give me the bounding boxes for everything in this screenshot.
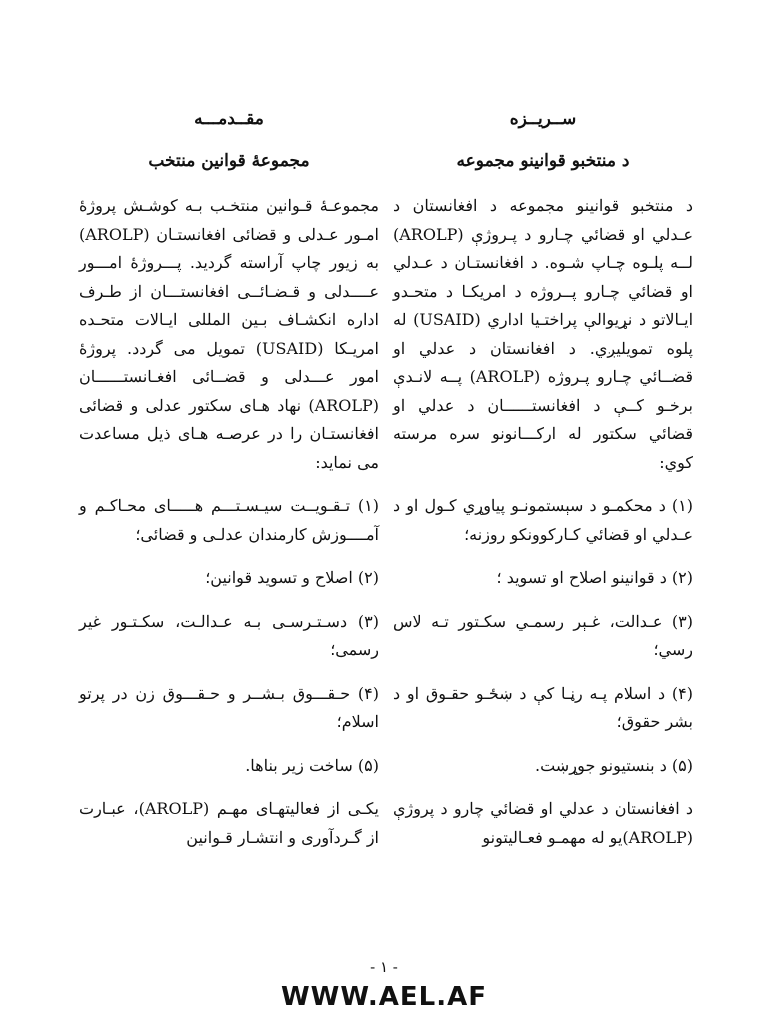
pashto-column <box>393 108 693 867</box>
pashto-intro-paragraph: د منتخبو قوانينو مجموعه د افغانستان د عـدلي او قضائي چـارو د پـروژې (AROLP) لــه پلـوه چـاپ شـوه. د افغانستـان د عـدلي او قضائي چـارو پــروژه د امريكـا د متحـدو ايـالاتو د نړيوالې پراختـيا اداري (USAID) له پلوه تمويليږي. د افغانستان د عدلي او قضــائي چـارو پـروژه (AROLP) پــه لانـدې برخـو كــې د افغانستــــــان د عدلي او قضائي سكتور له اركـــانونو سره مرسته كوي: <box>393 196 694 472</box>
dari-item-1: (۱) تـقـويــت سيـسـتـــم هـــــای محـاكـم و آمــــوزش كارمندان عدلـی و قضائی؛ <box>79 496 379 544</box>
dari-column <box>79 108 379 867</box>
dari-item-5: (۵) ساخت زير بناها. <box>245 755 379 775</box>
footer-website: WWW.AEL.AF <box>280 982 487 1012</box>
pashto-closing-paragraph: د افغانستان د عدلي او قضائي چارو د پروژې (AROLP)يو له مهمـو فعـاليتونو <box>393 799 693 847</box>
dari-item-4: (۴) حـقـــوق بـشــر و حـقـــوق زن در پرتو اسلام؛ <box>79 683 379 731</box>
pashto-item-4: (۴) د اسلام پـه رڼـا كې د ښځـو حقـوق او د بشر حقوق؛ <box>393 683 693 731</box>
pashto-item-5: (۵) د بنستيونو جوړښت. <box>535 755 693 775</box>
page-number: - ۱ - <box>370 958 398 976</box>
pashto-subheading: د منتخبو قوانينو مجموعه <box>456 151 630 171</box>
dari-item-3: (۳) دسـتـرسـی بـه عـدالـت، سكـتـور غير رسمی؛ <box>79 611 379 659</box>
dari-heading: مقــدمـــه <box>194 109 264 129</box>
dari-subheading: مجموعۀ قوانين منتخب <box>148 151 310 171</box>
dari-intro-paragraph: مجموعـۀ قـوانين منتخـب بـه كوشـش پروژۀ امـور عـدلی و قضائی افغانستـان (AROLP) به زيور چاپ آراسته گرديد. پـــروژۀ امـــور عــــدلی و قـضـائــی افغانستـــان از طـرف اداره انكشـاف بـين المللی ايـالات متحـده امريـكا (USAID) تمويل می گردد. پروژۀ امور عـــدلی و قضــائی افغـانستــــــان (AROLP) نهاد هـای سكتور عدلی و قضائی افغانستـان را در عرصـه هـای ذيل مساعدت می نمايد: <box>79 196 379 472</box>
pashto-item-3: (۳) عـدالت، غـېر رسمـي سكـتور تـه لاس رسي؛ <box>393 611 693 659</box>
dari-closing-paragraph: يكـی از فعاليتهـای مهـم (AROLP)، عبـارت از گـردآوری و انتشـار قـوانين <box>79 799 380 847</box>
pashto-item-1: (۱) د محكمـو د سېستمونـو پياوړي كـول او د عـدلي او قضائي كـاركوونكو روزنه؛ <box>393 496 693 544</box>
dari-item-2: (۲) اصلاح و تسويد قوانين؛ <box>205 568 379 587</box>
pashto-item-2: (۲) د قوانينو اصلاح او تسويد ؛ <box>496 568 693 587</box>
pashto-heading: ســريــزه <box>509 109 577 129</box>
